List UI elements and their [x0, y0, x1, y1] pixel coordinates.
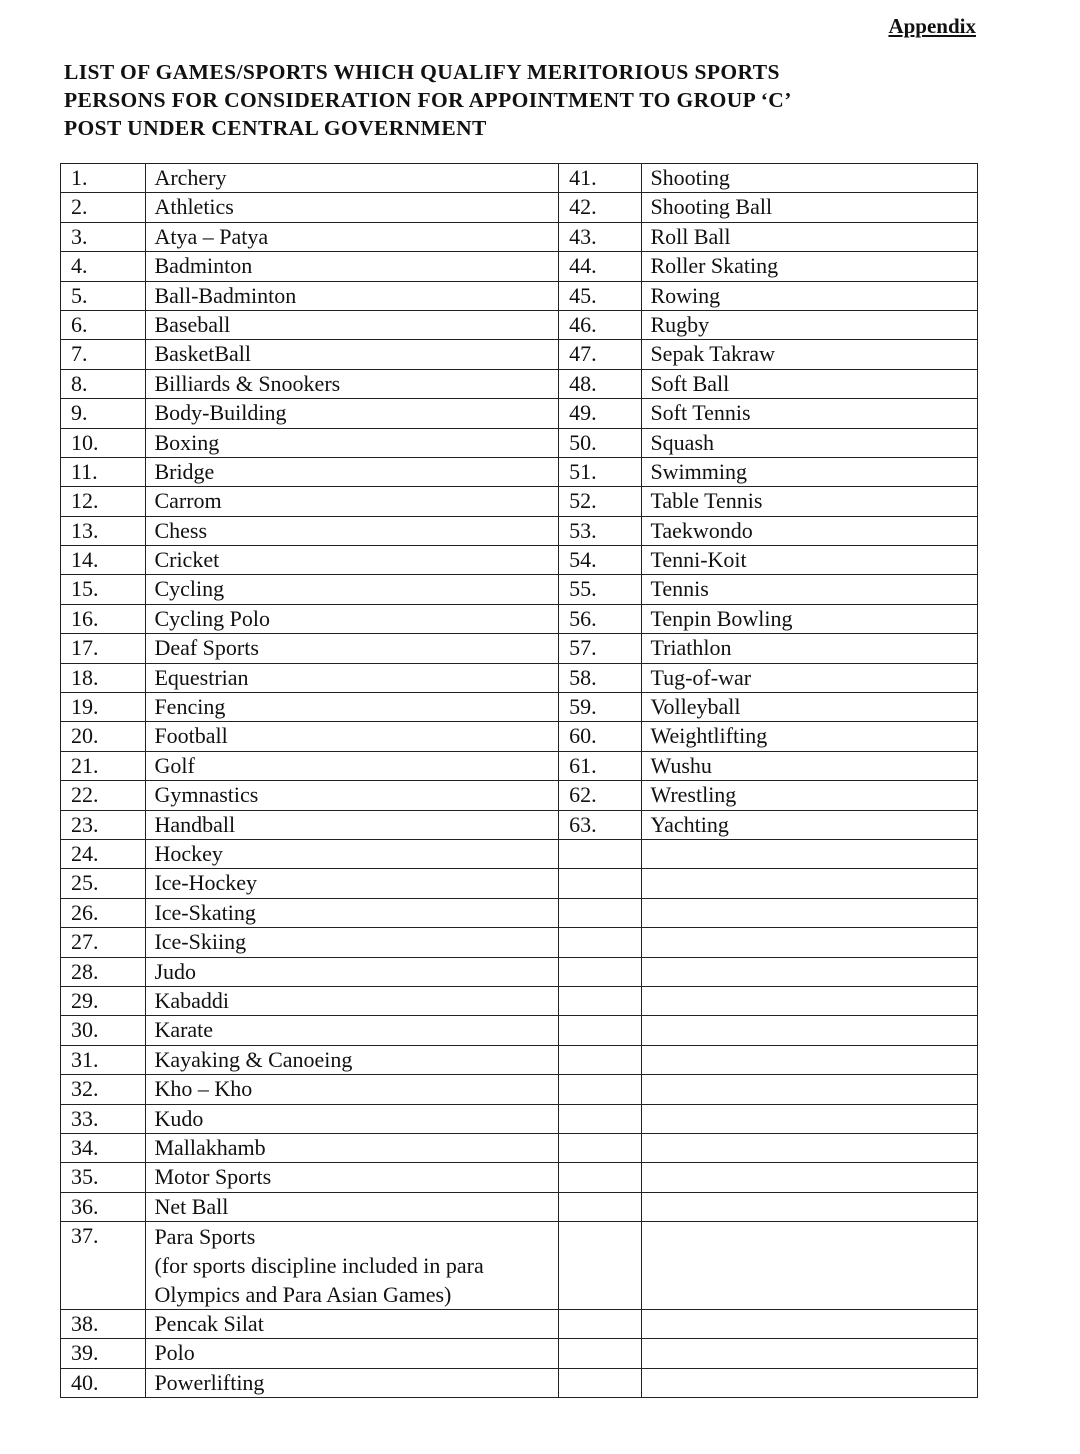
sport-name	[642, 986, 978, 1015]
table-row	[61, 839, 978, 868]
sport-name: Judo	[146, 957, 559, 986]
table-row	[61, 164, 978, 193]
serial-number: 35.	[61, 1163, 146, 1192]
serial-number	[559, 928, 642, 957]
table-row	[61, 722, 978, 751]
serial-number: 38.	[61, 1310, 146, 1339]
serial-number: 15.	[61, 575, 146, 604]
sport-name	[642, 1222, 978, 1310]
serial-number: 56.	[559, 604, 642, 633]
table-row	[61, 957, 978, 986]
table-row	[61, 604, 978, 633]
sport-name: Yachting	[642, 810, 978, 839]
sport-name: Triathlon	[642, 634, 978, 663]
sport-name	[642, 1192, 978, 1221]
table-row	[61, 1133, 978, 1162]
sport-name: Soft Tennis	[642, 399, 978, 428]
table-row	[61, 1192, 978, 1221]
table-row	[61, 1222, 978, 1310]
serial-number	[559, 1104, 642, 1133]
sport-name	[642, 928, 978, 957]
table-row	[61, 928, 978, 957]
sport-name	[642, 1133, 978, 1162]
sport-name: Archery	[146, 164, 559, 193]
serial-number	[559, 1045, 642, 1074]
sport-name: Tug-of-war	[642, 663, 978, 692]
sport-name	[642, 869, 978, 898]
sport-name: Rowing	[642, 281, 978, 310]
serial-number: 36.	[61, 1192, 146, 1221]
serial-number: 20.	[61, 722, 146, 751]
serial-number: 8.	[61, 369, 146, 398]
sport-name: Squash	[642, 428, 978, 457]
table-row	[61, 1104, 978, 1133]
sport-name	[642, 1045, 978, 1074]
sport-name	[642, 1310, 978, 1339]
sport-name	[642, 1163, 978, 1192]
sport-name: Polo	[146, 1339, 559, 1368]
sport-name: Baseball	[146, 310, 559, 339]
serial-number: 43.	[559, 222, 642, 251]
table-row	[61, 310, 978, 339]
sport-name: Rugby	[642, 310, 978, 339]
sport-name: Football	[146, 722, 559, 751]
serial-number	[559, 1222, 642, 1310]
sport-name: Tenpin Bowling	[642, 604, 978, 633]
sports-list-table	[60, 163, 978, 1398]
sport-name: Hockey	[146, 839, 559, 868]
sport-name: Kudo	[146, 1104, 559, 1133]
serial-number: 45.	[559, 281, 642, 310]
serial-number: 62.	[559, 781, 642, 810]
table-row	[61, 1016, 978, 1045]
table-row	[61, 1163, 978, 1192]
sport-name: Fencing	[146, 693, 559, 722]
serial-number: 49.	[559, 399, 642, 428]
serial-number: 10.	[61, 428, 146, 457]
sport-name: Weightlifting	[642, 722, 978, 751]
sport-name: Net Ball	[146, 1192, 559, 1221]
table-row	[61, 986, 978, 1015]
table-row	[61, 487, 978, 516]
serial-number: 55.	[559, 575, 642, 604]
sport-name: Shooting Ball	[642, 193, 978, 222]
sport-name: Tenni-Koit	[642, 546, 978, 575]
sport-name: Ice-Hockey	[146, 869, 559, 898]
sport-name: Wushu	[642, 751, 978, 780]
sport-name: Soft Ball	[642, 369, 978, 398]
table-row	[61, 281, 978, 310]
sport-name: Roll Ball	[642, 222, 978, 251]
sport-name: Powerlifting	[146, 1368, 559, 1397]
table-row	[61, 1075, 978, 1104]
serial-number: 44.	[559, 252, 642, 281]
serial-number: 34.	[61, 1133, 146, 1162]
serial-number: 17.	[61, 634, 146, 663]
heading-line: POST UNDER CENTRAL GOVERNMENT	[64, 116, 487, 140]
table-row	[61, 546, 978, 575]
serial-number: 63.	[559, 810, 642, 839]
serial-number: 41.	[559, 164, 642, 193]
serial-number: 54.	[559, 546, 642, 575]
serial-number	[559, 1016, 642, 1045]
serial-number: 13.	[61, 516, 146, 545]
serial-number: 12.	[61, 487, 146, 516]
sport-name: Cricket	[146, 546, 559, 575]
serial-number: 5.	[61, 281, 146, 310]
serial-number: 22.	[61, 781, 146, 810]
sport-name: Ice-Skating	[146, 898, 559, 927]
heading-line: LIST OF GAMES/SPORTS WHICH QUALIFY MERITORIOUS SPORTS	[64, 60, 780, 84]
sport-name: Pencak Silat	[146, 1310, 559, 1339]
table-row	[61, 399, 978, 428]
sport-name: Volleyball	[642, 693, 978, 722]
serial-number: 42.	[559, 193, 642, 222]
sport-name: Bridge	[146, 457, 559, 486]
table-row	[61, 457, 978, 486]
table-row	[61, 193, 978, 222]
serial-number	[559, 869, 642, 898]
sport-name	[642, 1104, 978, 1133]
sport-name: Golf	[146, 751, 559, 780]
serial-number: 9.	[61, 399, 146, 428]
sport-name: Kayaking & Canoeing	[146, 1045, 559, 1074]
sport-name: Ice-Skiing	[146, 928, 559, 957]
table-row	[61, 634, 978, 663]
serial-number: 58.	[559, 663, 642, 692]
sport-name: Roller Skating	[642, 252, 978, 281]
sport-name: Badminton	[146, 252, 559, 281]
sport-name: Body-Building	[146, 399, 559, 428]
serial-number	[559, 898, 642, 927]
serial-number	[559, 839, 642, 868]
serial-number: 50.	[559, 428, 642, 457]
serial-number: 3.	[61, 222, 146, 251]
serial-number: 39.	[61, 1339, 146, 1368]
sport-name: Atya – Patya	[146, 222, 559, 251]
table-row	[61, 898, 978, 927]
serial-number: 30.	[61, 1016, 146, 1045]
serial-number: 27.	[61, 928, 146, 957]
sport-name: Cycling	[146, 575, 559, 604]
sport-name: Motor Sports	[146, 1163, 559, 1192]
sport-name: Gymnastics	[146, 781, 559, 810]
sport-name: Athletics	[146, 193, 559, 222]
sport-name: Para Sports (for sports discipline included in para Olympics and Para Asian Games)	[146, 1222, 559, 1310]
serial-number: 29.	[61, 986, 146, 1015]
table-row	[61, 575, 978, 604]
table-row	[61, 1368, 978, 1397]
table-row	[61, 693, 978, 722]
serial-number: 47.	[559, 340, 642, 369]
sport-name	[642, 1075, 978, 1104]
serial-number: 25.	[61, 869, 146, 898]
table-row	[61, 252, 978, 281]
serial-number: 6.	[61, 310, 146, 339]
appendix-label: Appendix	[888, 14, 976, 38]
serial-number	[559, 1163, 642, 1192]
sport-name	[642, 839, 978, 868]
sport-name: Ball-Badminton	[146, 281, 559, 310]
sport-name: Tennis	[642, 575, 978, 604]
serial-number: 26.	[61, 898, 146, 927]
table-row	[61, 1310, 978, 1339]
table-row	[61, 340, 978, 369]
table-row	[61, 369, 978, 398]
table-row	[61, 751, 978, 780]
serial-number	[559, 957, 642, 986]
sport-name	[642, 898, 978, 927]
serial-number: 60.	[559, 722, 642, 751]
serial-number: 18.	[61, 663, 146, 692]
table-row	[61, 663, 978, 692]
sport-name	[642, 1368, 978, 1397]
serial-number: 1.	[61, 164, 146, 193]
table-row	[61, 428, 978, 457]
serial-number: 31.	[61, 1045, 146, 1074]
sport-name	[642, 1339, 978, 1368]
table-row	[61, 1339, 978, 1368]
sport-name: Wrestling	[642, 781, 978, 810]
table-row	[61, 222, 978, 251]
sport-name: Cycling Polo	[146, 604, 559, 633]
serial-number: 59.	[559, 693, 642, 722]
sport-name: Billiards & Snookers	[146, 369, 559, 398]
table-row	[61, 781, 978, 810]
serial-number: 21.	[61, 751, 146, 780]
serial-number	[559, 1368, 642, 1397]
sport-name: Shooting	[642, 164, 978, 193]
sport-name: Handball	[146, 810, 559, 839]
sport-name: Kho – Kho	[146, 1075, 559, 1104]
sport-name: BasketBall	[146, 340, 559, 369]
sport-name	[642, 957, 978, 986]
sport-name: Carrom	[146, 487, 559, 516]
sport-name: Table Tennis	[642, 487, 978, 516]
sport-name: Kabaddi	[146, 986, 559, 1015]
serial-number: 16.	[61, 604, 146, 633]
serial-number: 57.	[559, 634, 642, 663]
serial-number	[559, 1310, 642, 1339]
table-row	[61, 1045, 978, 1074]
sport-name: Sepak Takraw	[642, 340, 978, 369]
serial-number: 48.	[559, 369, 642, 398]
serial-number	[559, 986, 642, 1015]
serial-number: 19.	[61, 693, 146, 722]
serial-number	[559, 1075, 642, 1104]
serial-number	[559, 1192, 642, 1221]
serial-number: 32.	[61, 1075, 146, 1104]
serial-number: 37.	[61, 1222, 146, 1310]
serial-number: 28.	[61, 957, 146, 986]
sport-name: Deaf Sports	[146, 634, 559, 663]
heading-line: PERSONS FOR CONSIDERATION FOR APPOINTMENT TO GROUP ‘C’	[64, 88, 792, 112]
serial-number: 40.	[61, 1368, 146, 1397]
serial-number: 11.	[61, 457, 146, 486]
sport-name	[642, 1016, 978, 1045]
document-heading	[64, 58, 978, 142]
serial-number: 23.	[61, 810, 146, 839]
serial-number: 7.	[61, 340, 146, 369]
serial-number: 14.	[61, 546, 146, 575]
sport-name: Taekwondo	[642, 516, 978, 545]
serial-number: 52.	[559, 487, 642, 516]
table-row	[61, 810, 978, 839]
table-row	[61, 516, 978, 545]
serial-number: 51.	[559, 457, 642, 486]
sport-name: Swimming	[642, 457, 978, 486]
serial-number: 24.	[61, 839, 146, 868]
serial-number	[559, 1339, 642, 1368]
sport-name: Chess	[146, 516, 559, 545]
sport-name: Equestrian	[146, 663, 559, 692]
serial-number	[559, 1133, 642, 1162]
serial-number: 4.	[61, 252, 146, 281]
serial-number: 53.	[559, 516, 642, 545]
sport-name: Boxing	[146, 428, 559, 457]
sport-name: Mallakhamb	[146, 1133, 559, 1162]
serial-number: 61.	[559, 751, 642, 780]
serial-number: 2.	[61, 193, 146, 222]
serial-number: 46.	[559, 310, 642, 339]
serial-number: 33.	[61, 1104, 146, 1133]
table-row	[61, 869, 978, 898]
sport-name: Karate	[146, 1016, 559, 1045]
